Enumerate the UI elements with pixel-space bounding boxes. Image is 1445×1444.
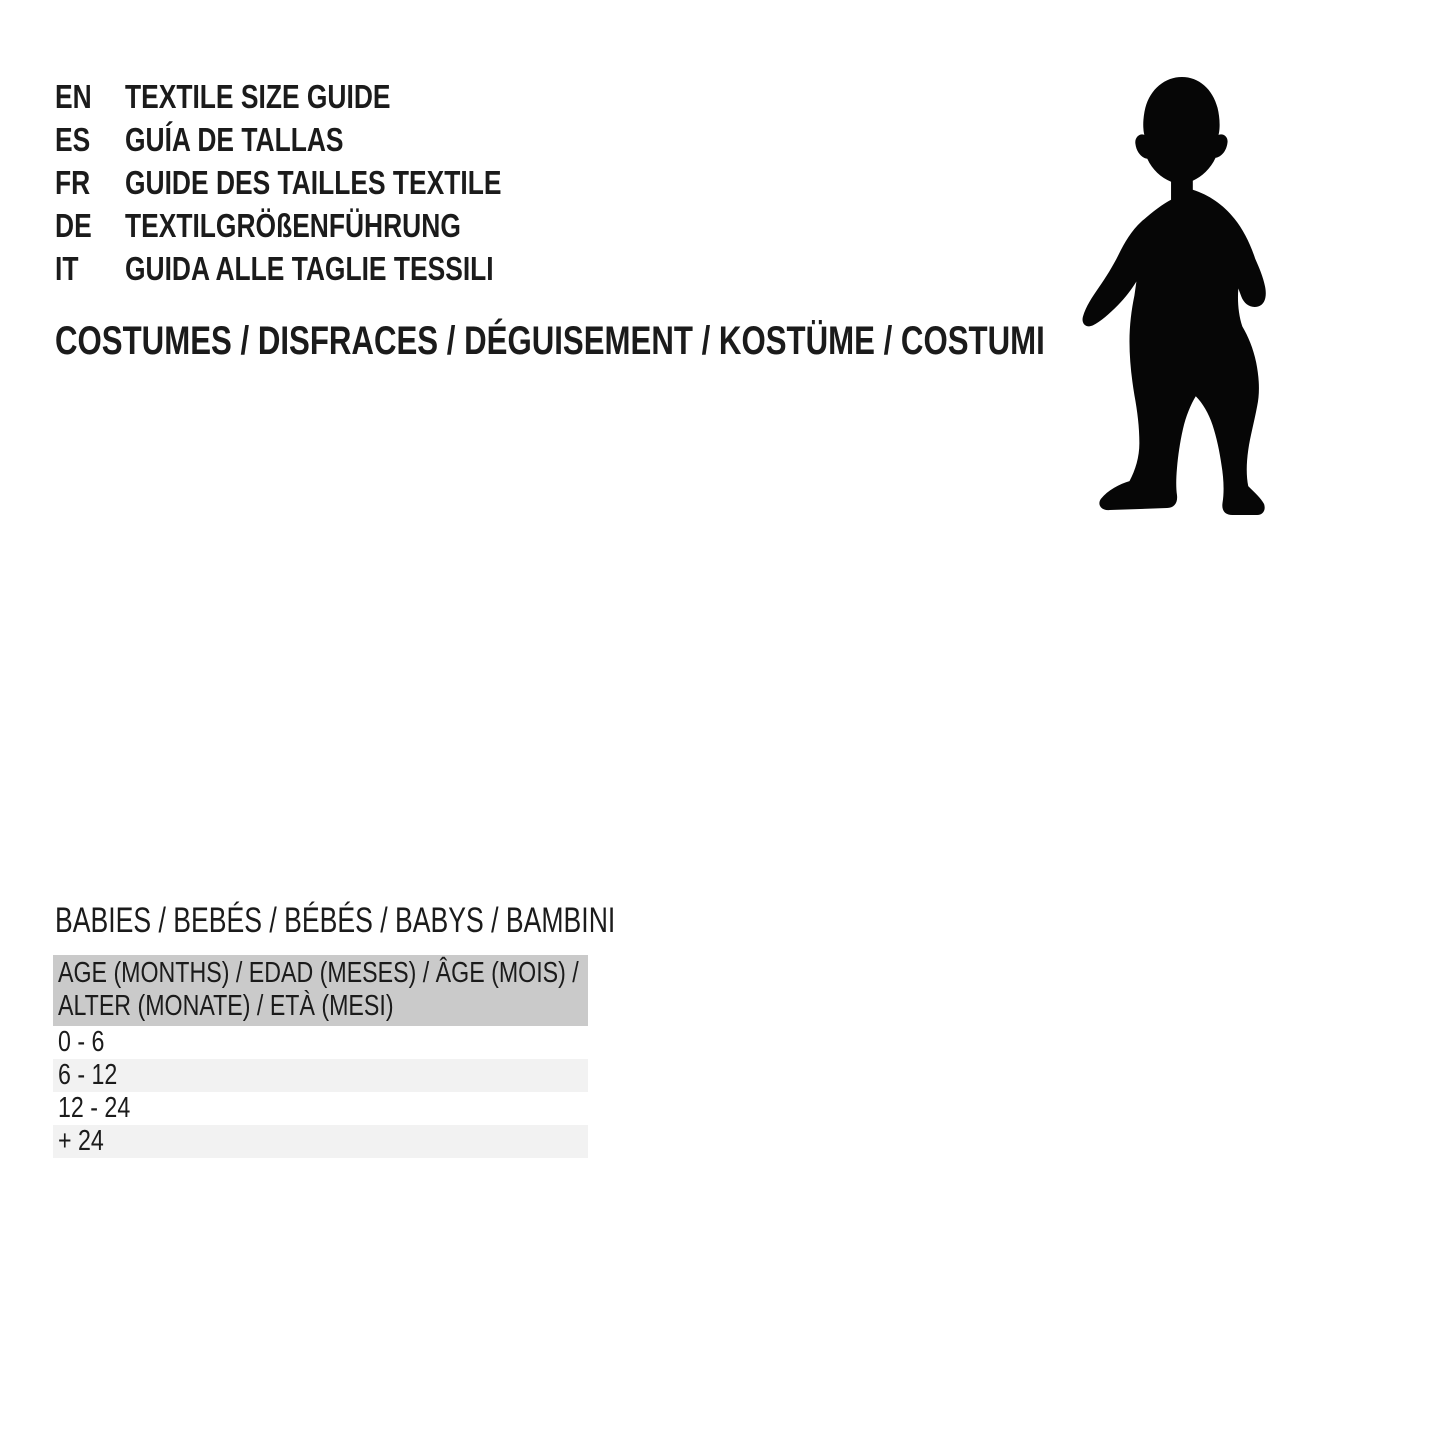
language-code: EN bbox=[55, 77, 92, 115]
age-header-line-2: ALTER (MONATE) / ETÀ (MESI) bbox=[58, 990, 394, 1022]
language-row-en bbox=[55, 75, 596, 118]
babies-age-table bbox=[53, 955, 588, 1158]
category-title: COSTUMES / DISFRACES / DÉGUISEMENT / KOSTÜME / COSTUMI bbox=[55, 319, 1045, 363]
language-row-fr bbox=[55, 161, 596, 204]
baby-toddler-silhouette-icon bbox=[1080, 75, 1270, 516]
language-code: DE bbox=[55, 206, 92, 244]
language-title: GUÍA DE TALLAS bbox=[125, 120, 344, 158]
language-title: TEXTILGRÖßENFÜHRUNG bbox=[125, 206, 461, 244]
language-title: GUIDA ALLE TAGLIE TESSILI bbox=[125, 249, 494, 287]
age-row-plus-24: + 24 bbox=[53, 1125, 588, 1158]
language-code: IT bbox=[55, 249, 79, 287]
age-row-6-12: 6 - 12 bbox=[53, 1059, 588, 1092]
language-title: TEXTILE SIZE GUIDE bbox=[125, 77, 391, 115]
language-title: GUIDE DES TAILLES TEXTILE bbox=[125, 163, 502, 201]
age-row-12-24: 12 - 24 bbox=[53, 1092, 588, 1125]
language-code: ES bbox=[55, 120, 91, 158]
age-row-0-6: 0 - 6 bbox=[53, 1026, 588, 1059]
language-row-it bbox=[55, 247, 596, 290]
language-code: FR bbox=[55, 163, 91, 201]
language-title-list bbox=[55, 75, 596, 290]
language-row-es bbox=[55, 118, 596, 161]
age-header-line-1: AGE (MONTHS) / EDAD (MESES) / ÂGE (MOIS) / bbox=[58, 957, 579, 989]
language-row-de bbox=[55, 204, 596, 247]
age-table-header bbox=[53, 955, 588, 1026]
babies-section-title: BABIES / BEBÉS / BÉBÉS / BABYS / BAMBINI bbox=[55, 901, 616, 940]
